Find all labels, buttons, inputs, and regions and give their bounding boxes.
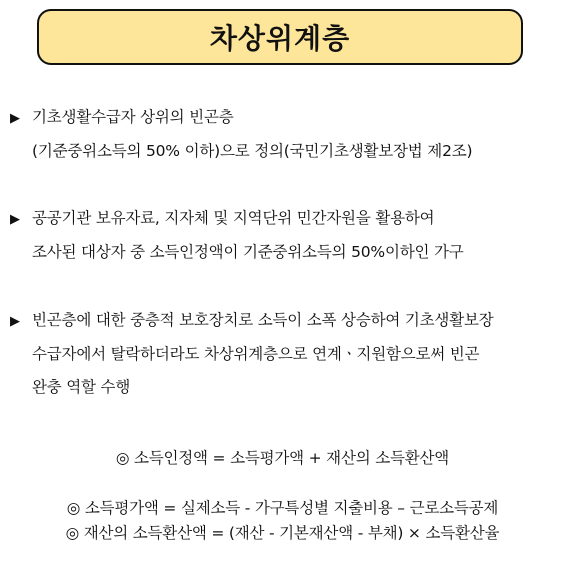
bullet-line: (기준중위소득의 50% 이하)으로 정의(국민기초생활보장법 제2조) (32, 142, 473, 160)
bullet-text: 공공기관 보유자료, 지자체 및 지역단위 민간자원을 활용하여 (32, 209, 435, 227)
page-title: 차상위계층 (209, 22, 351, 55)
formula-income-evaluation: ◎ 소득평가액 = 실제소득 - 가구특성별 지출비용 – 근로소득공제 (66, 499, 499, 517)
bullet-item-3 (10, 304, 560, 404)
triangle-bullet-icon: ▶ (10, 314, 20, 329)
bullet-item-2 (10, 202, 560, 269)
bullet-item-1 (10, 101, 560, 168)
formula-income-recognition: ◎ 소득인정액 = 소득평가액 + 재산의 소득환산액 (115, 449, 450, 467)
bullet-text: 빈곤층에 대한 중층적 보호장치로 소득이 소폭 상승하여 기초생활보장 (32, 311, 494, 329)
bullet-line: 수급자에서 탈락하더라도 차상위계층으로 연계ㆍ지원함으로써 빈곤 (32, 345, 480, 363)
triangle-bullet-icon: ▶ (10, 212, 20, 227)
bullet-line: 조사된 대상자 중 소득인정액이 기준중위소득의 50%이하인 가구 (32, 243, 464, 261)
bullet-line: 완충 역할 수행 (32, 378, 131, 396)
bullet-line (10, 202, 560, 236)
bullet-text: 기초생활수급자 상위의 빈곤층 (32, 108, 234, 126)
title-box (37, 9, 523, 65)
bullet-line (10, 304, 560, 338)
bullet-line (10, 101, 560, 135)
triangle-bullet-icon: ▶ (10, 111, 20, 126)
formula-asset-conversion: ◎ 재산의 소득환산액 = (재산 - 기본재산액 - 부채) × 소득환산율 (65, 524, 500, 542)
